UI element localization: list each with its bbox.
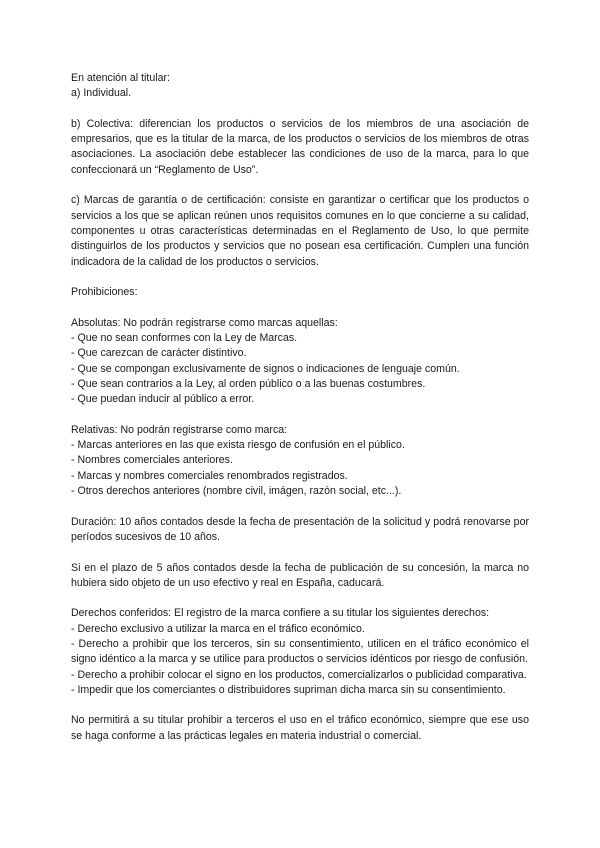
list-item: - Marcas anteriores en las que exista riesgo de confusión en el público. bbox=[71, 439, 405, 452]
list-item: - Derecho a prohibir que los terceros, sin su consentimiento, utilicen en el tráfico económico el signo idéntico a la marca y se utilice para productos o servicios idénticos por riesgo de confusión. bbox=[71, 637, 529, 666]
titular-section bbox=[71, 71, 529, 102]
garantia-paragraph: c) Marcas de garantía o de certificación: consiste en garantizar o certificar que los productos o servicios a los que se aplican reúnen unos requisitos comunes en lo que concierne a su calidad, componentes u otras características determinadas en el Reglamento de Uso, lo que permite distinguirlos de los productos y servicios que no posean esa certificación. Cumplen una función indicadora de la calidad de los productos o servicios. bbox=[71, 194, 529, 268]
list-item: - Que puedan inducir al público a error. bbox=[71, 393, 255, 406]
derechos-intro: Derechos conferidos: El registro de la marca confiere a su titular los siguientes derechos: bbox=[71, 607, 490, 620]
derechos-section bbox=[71, 606, 529, 698]
list-item: - Otros derechos anteriores (nombre civil, imágen, razón social, etc...). bbox=[71, 485, 402, 498]
caducidad-section bbox=[71, 561, 529, 592]
duracion-paragraph: Duración: 10 años contados desde la fecha de presentación de la solicitud y podrá renovarse por períodos sucesivos de 10 años. bbox=[71, 515, 529, 543]
list-item: - Que carezcan de carácter distintivo. bbox=[71, 347, 247, 360]
prohibiciones-absolutas bbox=[71, 316, 529, 408]
list-item: - Derecho exclusivo a utilizar la marca en el tráfico económico. bbox=[71, 622, 365, 635]
prohibiciones-relativas bbox=[71, 423, 529, 499]
relativas-intro: Relativas: No podrán registrarse como marca: bbox=[71, 423, 288, 436]
prohibiciones-section bbox=[71, 285, 529, 300]
limitacion-section bbox=[71, 713, 529, 744]
list-item: - Que se compongan exclusivamente de signos o indicaciones de lenguaje común. bbox=[71, 362, 460, 375]
titular-garantia bbox=[71, 193, 529, 269]
list-item: - Nombres comerciales anteriores. bbox=[71, 454, 233, 467]
list-item: - Marcas y nombres comerciales renombrados registrados. bbox=[71, 469, 348, 482]
caducidad-paragraph: Si en el plazo de 5 años contados desde la fecha de publicación de su concesión, la marca no hubiera sido objeto de un uso efectivo y real en España, caducará. bbox=[71, 561, 529, 589]
prohibiciones-heading: Prohibiciones: bbox=[71, 286, 138, 299]
titular-individual: a) Individual. bbox=[71, 87, 132, 100]
duracion-section bbox=[71, 515, 529, 546]
list-item: - Impedir que los comerciantes o distribuidores supriman dicha marca sin su consentimiento. bbox=[71, 683, 506, 696]
list-item: - Que sean contrarios a la Ley, al orden público o a las buenas costumbres. bbox=[71, 377, 426, 390]
colectiva-paragraph: b) Colectiva: diferencian los productos o servicios de los miembros de una asociación de empresarios, que es la titular de la marca, de los productos o servicios de los miembros de otras asociaciones. La asociación debe establecer las condiciones de uso de la marca, para lo que confeccionará un “Reglamento de Uso”. bbox=[71, 117, 529, 176]
titular-heading: En atención al titular: bbox=[71, 72, 170, 84]
list-item: - Derecho a prohibir colocar el signo en los productos, comercializarlos o publicidad comparativa. bbox=[71, 668, 527, 681]
titular-colectiva bbox=[71, 117, 529, 178]
absolutas-intro: Absolutas: No podrán registrarse como marcas aquellas: bbox=[71, 316, 338, 329]
list-item: - Que no sean conformes con la Ley de Marcas. bbox=[71, 332, 298, 345]
limitacion-paragraph: No permitirá a su titular prohibir a terceros el uso en el tráfico económico, siempre que ese uso se haga conforme a las prácticas legales en materia industrial o comercial. bbox=[71, 714, 529, 742]
